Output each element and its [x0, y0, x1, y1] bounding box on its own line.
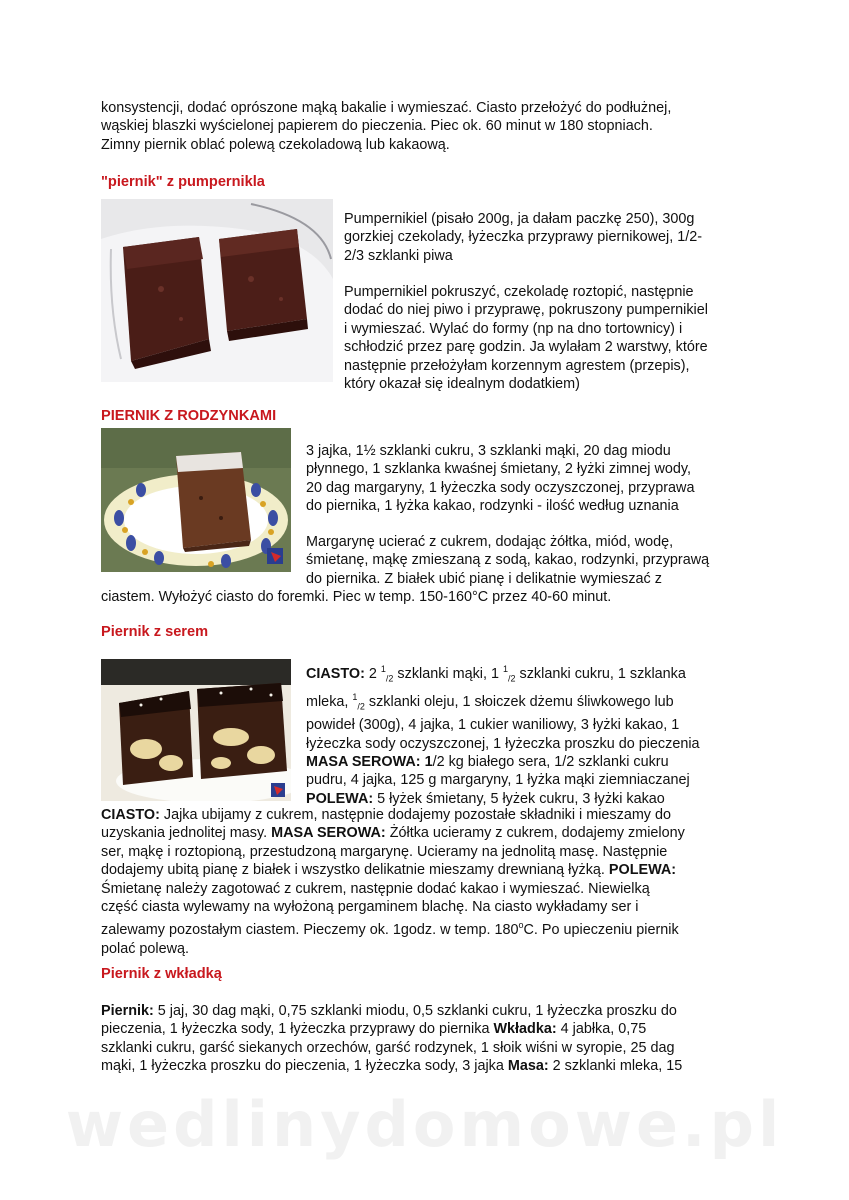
rodzynki-ingredients: 3 jajka, 1½ szklanki cukru, 3 szklanki mąki, 20 dag miodu płynnego, 1 szklanka kwaśnej śmietany, 2 łyżki zimnej wody, 20 dag margaryny, 1 łyżeczka sody oczyszczonej, przyprawa do piernika, 1 łyżka kakao, rodzynki - ilość według uznania — [306, 443, 695, 515]
rodzynki-method: Margarynę ucierać z cukrem, dodając żółtka, miód, wodę, śmietanę, mąkę zmieszaną z sodą, kakao, rodzynki, przyprawą do piernika. Z białek ubić pianę i delikatnie wymieszać z — [306, 534, 710, 587]
recipe-title-pumpernikiel: "piernik" z pumpernikla — [101, 174, 265, 190]
pumpernikiel-ingredients: Pumpernikiel (pisało 200g, ja dałam paczkę 250), 300g gorzkiej czekolady, łyżeczka przyprawy piernikowej, 1/2- 2/3 szklanki piwa — [344, 211, 703, 264]
wkladka-ingredients: Piernik: 5 jaj, 30 dag mąki, 0,75 szklanki miodu, 0,5 szklanki cukru, 1 łyżeczka proszku do pieczenia, 1 łyżeczka sody, 1 łyżeczka przyprawy do piernika Wkładka: 4 jabłka, 0,75 szklanki cukru, garść siekanych orzechów, garść rodzynek, 1 słoik wiśni w syropie, 25 dag mąki, 1 łyżeczka proszku do pieczenia, 1 łyżeczka sody, 3 jajka Masa: 2 szklanki mleka, 15 — [101, 1003, 683, 1075]
recipe-title-serem: Piernik z serem — [101, 624, 209, 640]
photo-rodzynki — [101, 428, 291, 572]
pumpernikiel-method: Pumpernikiel pokruszyć, czekoladę roztopić, następnie dodać do niej piwo i przyprawę, pokruszony pumpernikiel i wymieszać. Wylać do formy (np na dno tortownicy) i schłodzić przez parę godzin. Ja wylałam 2 warstwy, które następnie przełożyłam korzennym agrestem (przepis), który okazał się idealnym dodatkiem) — [344, 284, 708, 393]
serem-ingredients: CIASTO: 2 $^1_{/2}$ szklanki mąki, 1 $^1_{/2}$ szklanki cukru, 1 szklanka mleka, $^1_{/2}$ szklanki oleju, 1 słoiczek dżemu śliwkowego lub powideł (300g), 4 jajka, 1 cukier waniliowy, 3 łyżki kakao, 1 łyżeczka sody oczyszczonej, 1 łyżeczka proszku do pieczenia MASA SEROWA: 1/2 kg białego sera, 1/2 szklanki cukru pudru, 4 jajka, 125 g margaryny, 1 łyżka mąki ziemniaczanej POLEWA: 5 łyżek śmietany, 5 łyżek cukru, 3 łyżki kakao — [306, 664, 700, 807]
rodzynki-method-last: ciastem. Wyłożyć ciasto do foremki. Piec w temp. 150-160°C przez 40-60 minut. — [101, 589, 612, 605]
intro-paragraph: konsystencji, dodać oprószone mąką bakalie i wymieszać. Ciasto przełożyć do podłużnej, wąskiej blaszki wyścielonej papierem do pieczenia. Piec ok. 60 minut w 180 stopniach. Zimny piernik oblać polewą czekoladową lub kakaową. — [101, 100, 672, 153]
serem-method: CIASTO: Jajka ubijamy z cukrem, następnie dodajemy pozostałe składniki i mieszamy do uzyskania jednolitej masy. MASA SEROWA: Żółtka ucieramy z cukrem, dodajemy zmielony ser, mąkę i roztopioną, przestudzoną margarynę. Ucieramy na jednolitą masę. Następnie dodajemy ubitą pianę z białek i wszystko delikatnie mieszamy drewnianą łyżką. POLEWA: Śmietanę należy zagotować z cukrem, następnie dodać kakao i wymieszać. Niewielką część ciasta wylewamy na wyłożoną pergaminem blachę. Na ciasto wykładamy ser i zalewamy pozostałym ciastem. Pieczemy ok. 1godz. w temp. 180$^o$C. Po upieczeniu piernik polać polewą. — [101, 807, 685, 957]
watermark: wedlinydomowe.pl — [65, 1088, 784, 1161]
recipe-title-wkladka: Piernik z wkładką — [101, 966, 222, 982]
recipe-title-rodzynki: PIERNIK Z RODZYNKAMI — [101, 408, 277, 424]
photo-serem — [101, 659, 291, 801]
photo-pumpernikiel — [101, 199, 333, 382]
